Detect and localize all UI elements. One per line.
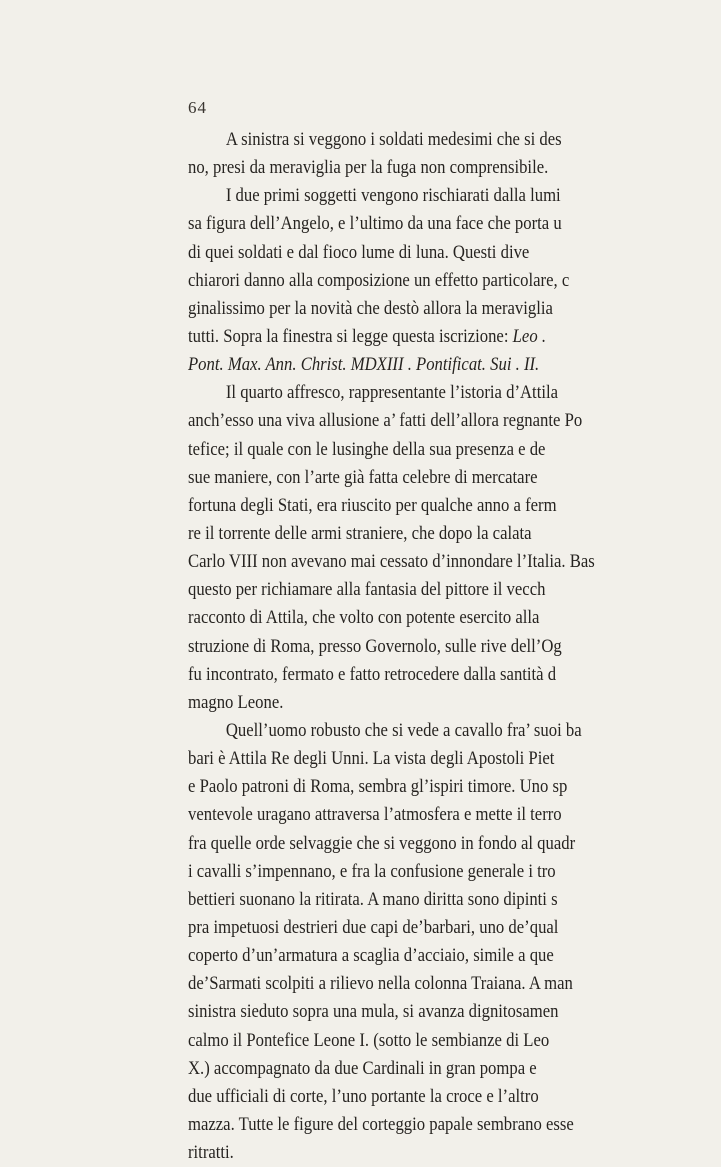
- text-run: X.) accompagnato da due Cardinali in gran pompa e: [188, 1057, 537, 1079]
- text-line: [188, 633, 721, 661]
- text-run: struzione di Roma, presso Governolo, sulle rive dell’Og: [188, 635, 562, 657]
- text-line: [188, 323, 721, 351]
- text-run: fu incontrato, fermato e fatto retrocedere dalla santità d: [188, 663, 557, 685]
- body-text: [188, 126, 721, 1167]
- text-run: e Paolo patroni di Roma, sembra gl’ispiri timore. Uno sp: [188, 776, 568, 798]
- text-run: no, presi da meraviglia per la fuga non comprensibile.: [188, 157, 549, 179]
- text-line: [188, 745, 721, 773]
- text-run: sue maniere, con l’arte già fatta celebre di mercatare: [188, 466, 538, 488]
- text-line: [188, 548, 721, 576]
- text-line: [188, 801, 721, 829]
- text-run: questo per richiamare alla fantasia del pittore il vecch: [188, 579, 546, 601]
- text-run: fra quelle orde selvaggie che si veggono in fondo al quadr: [188, 832, 576, 854]
- text-line: [188, 717, 721, 745]
- text-run: pra impetuosi destrieri due capi de’barbari, uno de’qual: [188, 916, 559, 938]
- text-line: [188, 351, 721, 379]
- text-run: Carlo VIII non avevano mai cessato d’innondare l’Italia. Bas: [188, 551, 595, 573]
- text-run: ginalissimo per la novità che destò allora la meraviglia: [188, 297, 553, 319]
- text-run: de’Sarmati scolpiti a rilievo nella colonna Traiana. A man: [188, 973, 573, 995]
- text-line: [188, 773, 721, 801]
- text-run: Il quarto affresco, rappresentante l’istoria d’Attila: [225, 382, 559, 404]
- page-number: 64: [188, 98, 207, 117]
- text-line: [188, 182, 721, 210]
- text-run: due ufficiali di corte, l’uno portante la croce e l’altro: [188, 1085, 539, 1107]
- text-line: [188, 520, 721, 548]
- text-line: [188, 126, 721, 154]
- text-run: Quell’uomo robusto che si vede a cavallo fra’ suoi ba: [225, 719, 582, 741]
- text-line: [188, 576, 721, 604]
- text-run: I due primi soggetti vengono rischiarati dalla lumi: [225, 185, 561, 207]
- text-run: di quei soldati e dal fioco lume di luna. Questi dive: [188, 241, 530, 263]
- text-run: sa figura dell’Angelo, e l’ultimo da una face che porta u: [188, 213, 562, 235]
- text-line: [188, 1027, 721, 1055]
- text-line: [188, 830, 721, 858]
- text-line: [188, 604, 721, 632]
- text-line: [188, 1111, 721, 1139]
- text-line: [188, 436, 721, 464]
- text-run: fortuna degli Stati, era riuscito per qualche anno a ferm: [188, 494, 557, 516]
- italic-text: Leo .: [512, 325, 547, 347]
- text-line: [188, 1139, 721, 1167]
- text-run: coperto d’un’armatura a scaglia d’acciaio, simile a que: [188, 945, 554, 967]
- text-run: racconto di Attila, che volto con potente esercito alla: [188, 607, 540, 629]
- text-line: [188, 942, 721, 970]
- text-run: re il torrente delle armi straniere, che dopo la calata: [188, 522, 532, 544]
- text-line: [188, 210, 721, 238]
- text-line: [188, 858, 721, 886]
- text-line: [188, 492, 721, 520]
- text-line: [188, 407, 721, 435]
- text-run: bari è Attila Re degli Unni. La vista degli Apostoli Piet: [188, 748, 555, 770]
- italic-text: Pont. Max. Ann. Christ. MDXIII . Pontificat. Sui . II.: [188, 354, 540, 376]
- text-run: magno Leone.: [188, 691, 284, 713]
- text-run: sinistra sieduto sopra una mula, si avanza dignitosamen: [188, 1001, 559, 1023]
- text-run: calmo il Pontefice Leone I. (sotto le sembianze di Leo: [188, 1029, 550, 1051]
- text-run: i cavalli s’impennano, e fra la confusione generale i tro: [188, 860, 556, 882]
- text-run: chiarori danno alla composizione un effetto particolare, c: [188, 269, 570, 291]
- text-line: [188, 1083, 721, 1111]
- text-line: [188, 1055, 721, 1083]
- text-line: [188, 267, 721, 295]
- text-line: [188, 295, 721, 323]
- text-run: A sinistra si veggono i soldati medesimi che si des: [225, 129, 562, 150]
- text-line: [188, 661, 721, 689]
- text-line: [188, 998, 721, 1026]
- text-line: [188, 464, 721, 492]
- text-run: tutti. Sopra la finestra si legge questa iscrizione:: [188, 325, 513, 347]
- text-line: [188, 239, 721, 267]
- text-run: anch’esso una viva allusione a’ fatti dell’allora regnante Po: [188, 410, 583, 432]
- text-line: [188, 154, 721, 182]
- text-line: [188, 886, 721, 914]
- text-run: mazza. Tutte le figure del corteggio papale sembrano esse: [188, 1113, 574, 1135]
- text-run: ritratti.: [188, 1142, 234, 1164]
- text-run: bettieri suonano la ritirata. A mano diritta sono dipinti s: [188, 888, 558, 910]
- text-line: [188, 914, 721, 942]
- text-line: [188, 689, 721, 717]
- text-run: tefice; il quale con le lusinghe della sua presenza e de: [188, 438, 546, 460]
- text-run: ventevole uragano attraversa l’atmosfera e mette il terro: [188, 804, 562, 826]
- text-line: [188, 379, 721, 407]
- text-line: [188, 970, 721, 998]
